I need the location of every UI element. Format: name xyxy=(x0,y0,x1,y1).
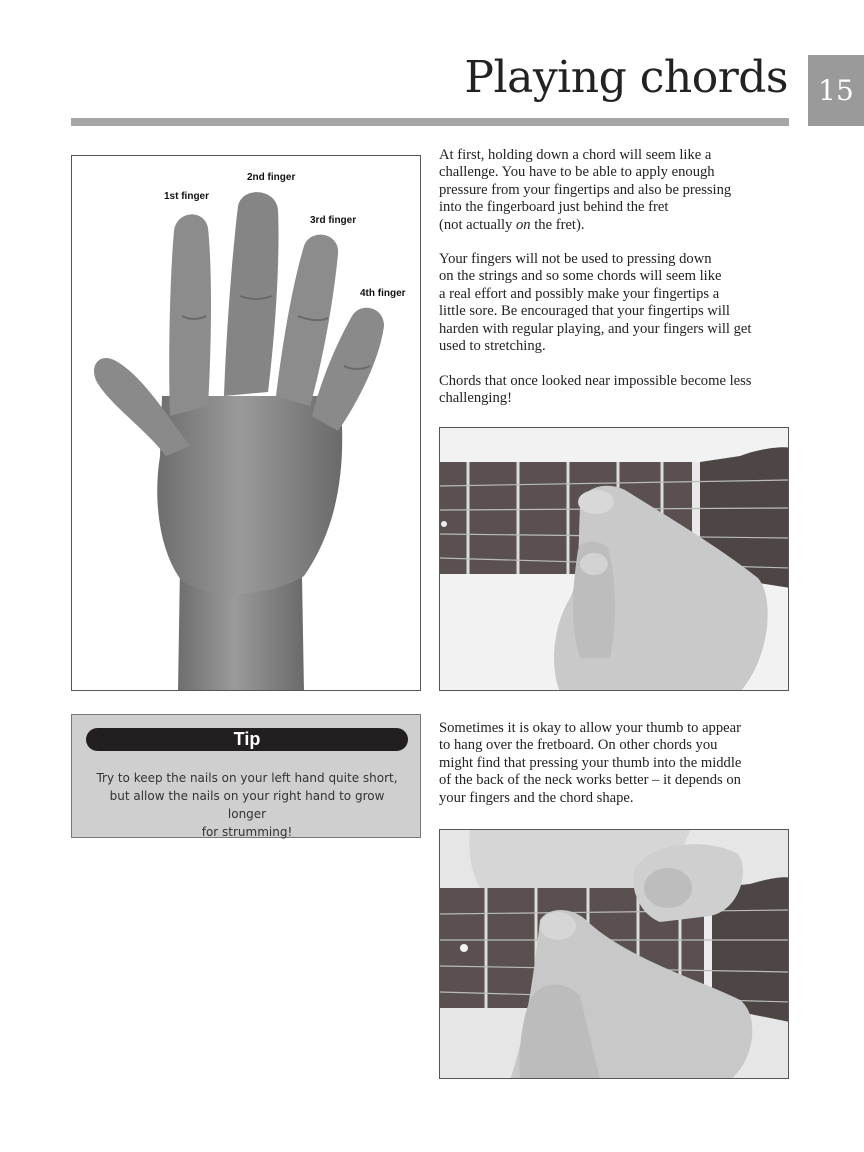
third-finger-label: 3rd finger xyxy=(310,215,357,226)
thumb-over-neck-illustration xyxy=(440,830,789,1079)
tip-text: Try to keep the nails on your left hand quite short, but allow the nails on your right hand to grow longer for strumming! xyxy=(96,771,398,839)
second-finger-label: 2nd finger xyxy=(247,172,296,183)
paragraph-intro: At first, holding down a chord will seem like a challenge. You have to be able to apply enough pressure from your fingertips and also be pressing into the fingerboard just behind the fret (not actually on the fret). xyxy=(439,147,732,233)
tip-box xyxy=(71,714,421,838)
chord-photo-thumb xyxy=(439,829,789,1079)
paragraph-thumb: Sometimes it is okay to allow your thumb to appear to hang over the fretboard. On other chords you might find that pressing your thumb into the middle of the back of the neck works better – it depends on your fingers and the chord shape. xyxy=(439,720,742,806)
tip-heading: Tip xyxy=(86,728,408,751)
paragraph-fingers: Your fingers will not be used to pressing down on the strings and so some chords will seem like a real effort and possibly make your fingertips a little sore. Be encouraged that your fingertips will harden with regular playing, and your fingers will get used to stretching. xyxy=(439,251,752,355)
open-hand-illustration xyxy=(72,156,421,691)
chord-photo-fingers xyxy=(439,427,789,691)
page-title: Playing chords xyxy=(464,52,788,103)
page-number: 15 xyxy=(808,55,864,126)
hand-diagram xyxy=(71,155,421,691)
fretboard-photo-illustration xyxy=(440,428,789,691)
title-rule xyxy=(71,118,789,126)
first-finger-label: 1st finger xyxy=(164,191,210,202)
fourth-finger-label: 4th finger xyxy=(360,288,406,299)
paragraph-challenging: Chords that once looked near impossible become less challenging! xyxy=(439,373,752,407)
